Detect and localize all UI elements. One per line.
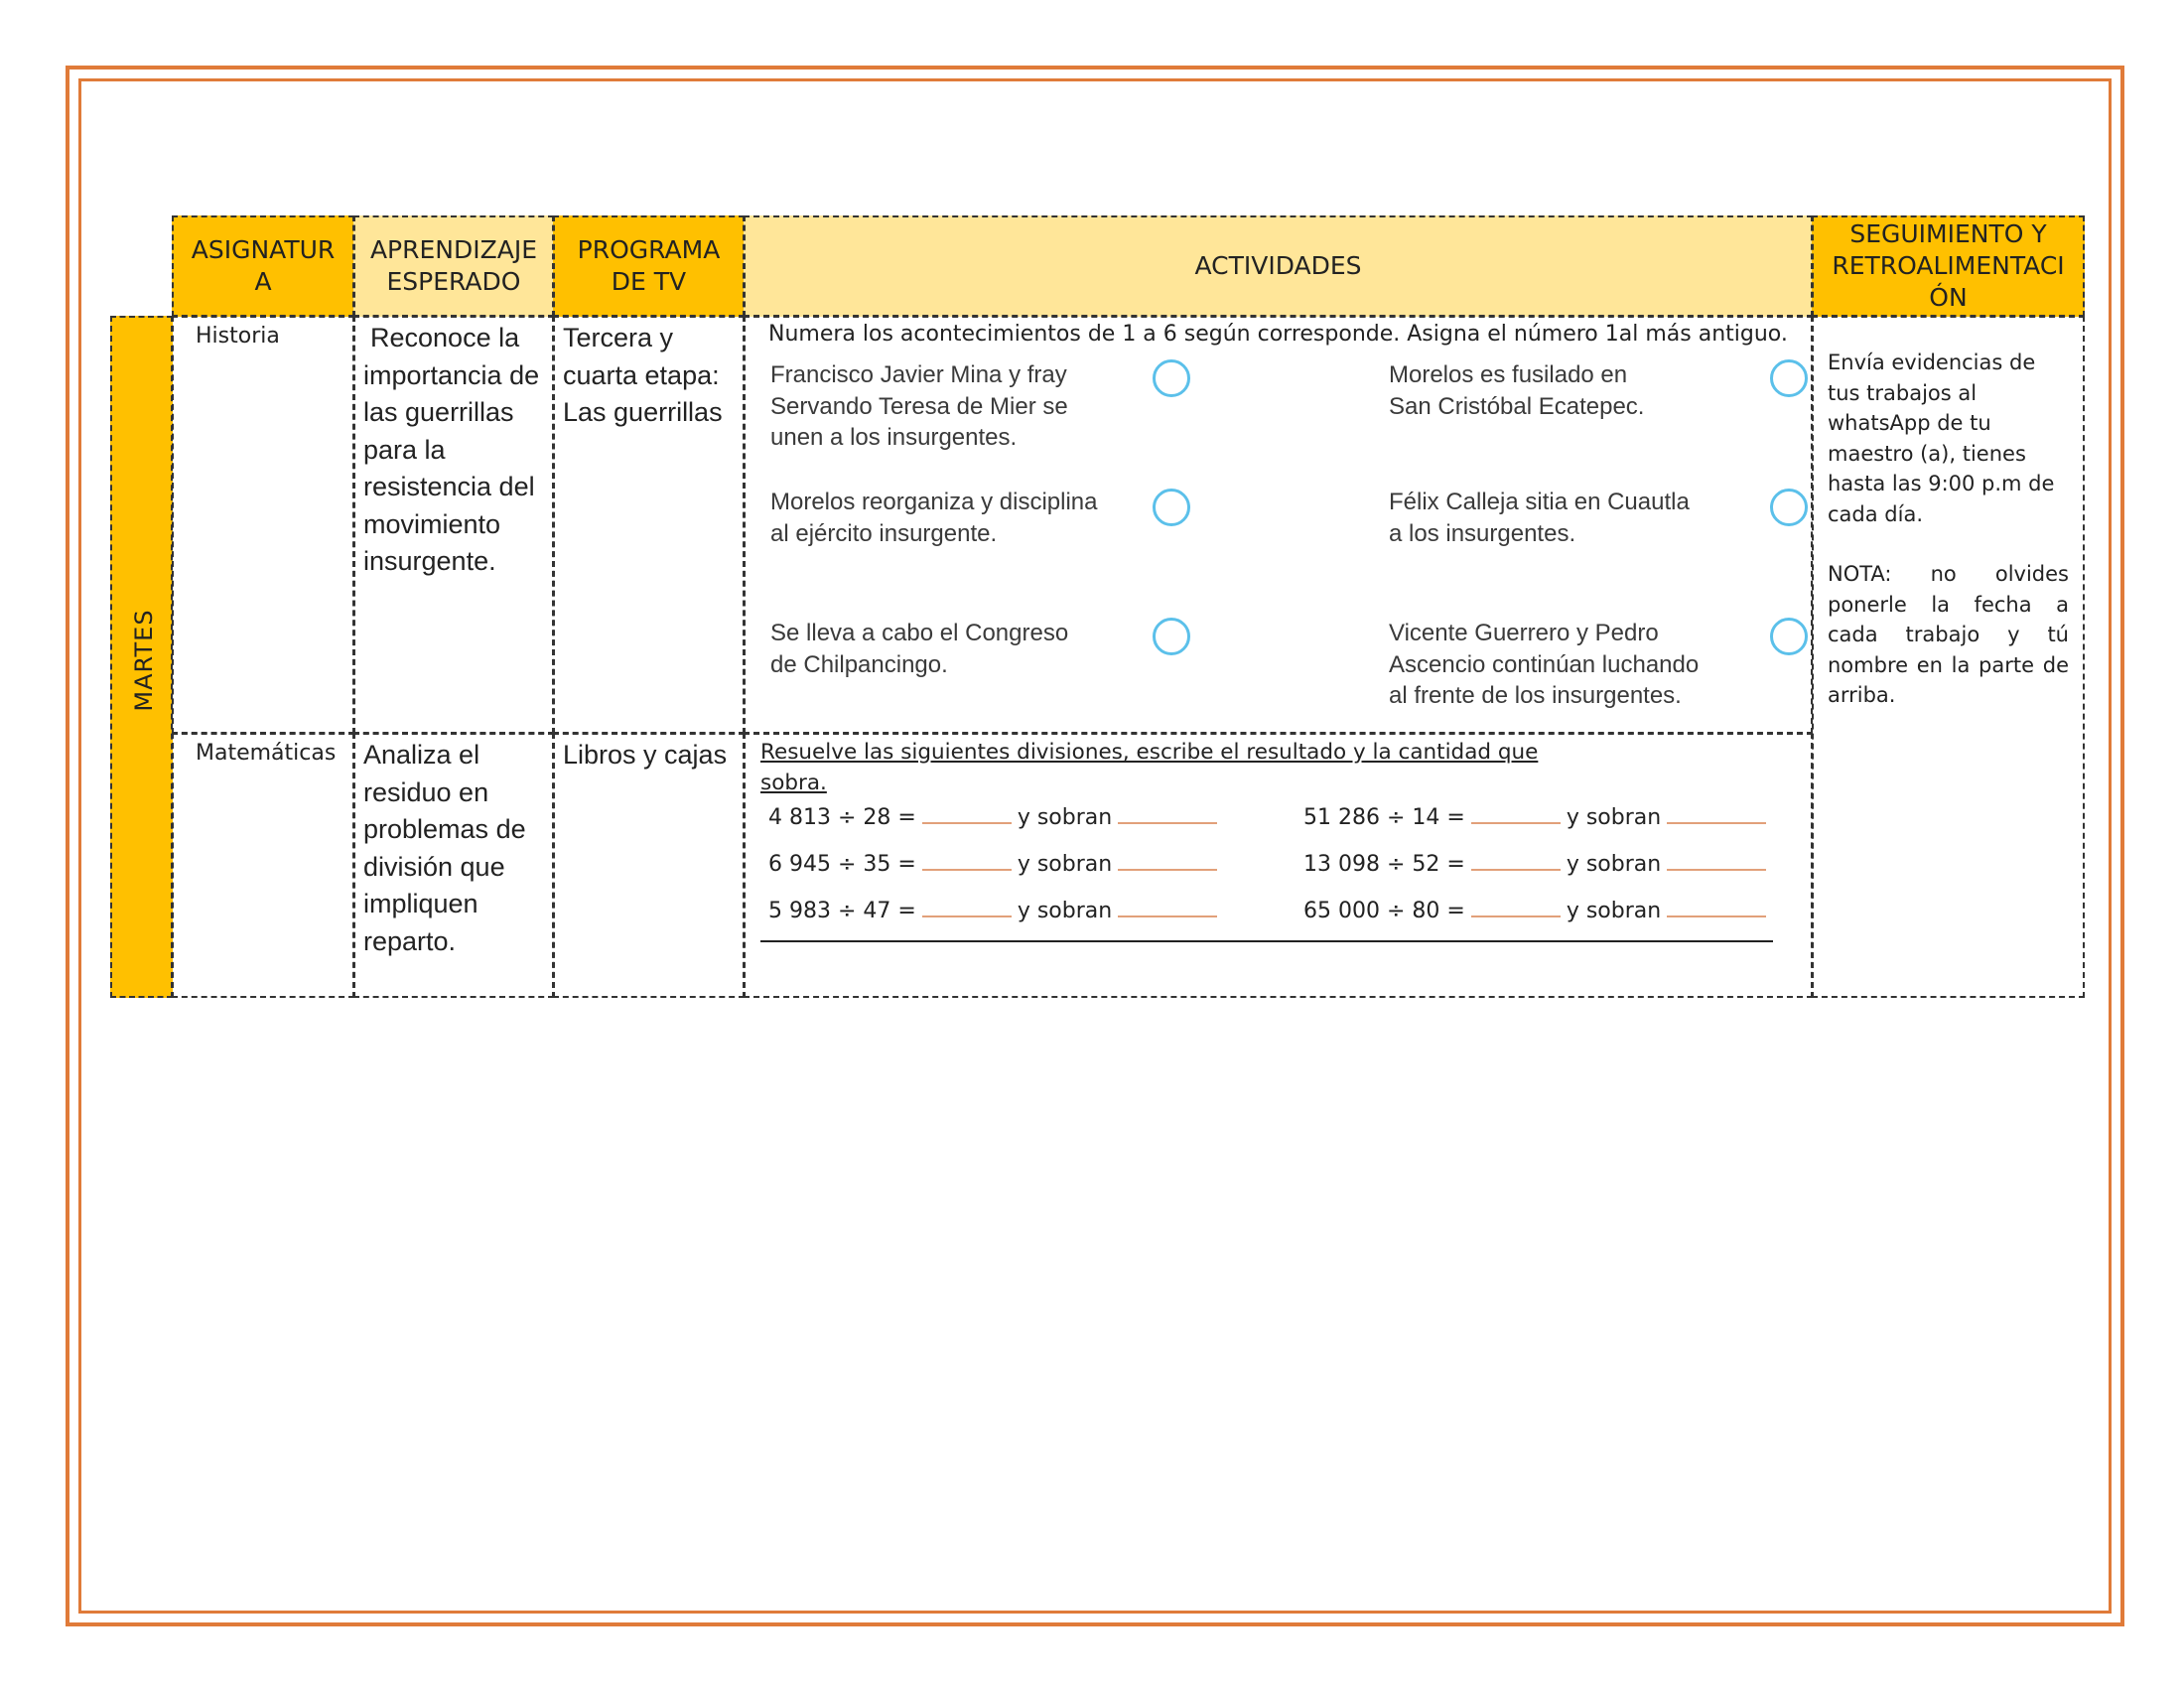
programa-historia: Tercera y cuarta etapa: Las guerrillas bbox=[553, 316, 745, 734]
division-row bbox=[1303, 851, 1766, 877]
aprendizaje-matematicas: Analiza el residuo en problemas de división que impliquen reparto. bbox=[353, 733, 554, 998]
answer-circle[interactable] bbox=[1153, 359, 1190, 397]
day-label: MARTES bbox=[130, 609, 158, 712]
remainder-blank[interactable] bbox=[1667, 851, 1766, 871]
feedback-cell bbox=[1812, 316, 2085, 998]
answer-blank[interactable] bbox=[1471, 851, 1561, 871]
sobran-label: y sobran bbox=[1566, 852, 1662, 877]
sobran-label: y sobran bbox=[1017, 899, 1113, 923]
historia-instruction: Numera los acontecimientos de 1 a 6 según corresponde. Asigna el número 1al más antiguo. bbox=[768, 322, 1788, 347]
answer-blank[interactable] bbox=[1471, 804, 1561, 824]
actividades-historia bbox=[744, 316, 1813, 734]
header-programa: PROGRAMA DE TV bbox=[553, 215, 745, 317]
remainder-blank[interactable] bbox=[1118, 898, 1217, 917]
subject-historia: Historia bbox=[172, 316, 354, 734]
answer-circle[interactable] bbox=[1770, 359, 1808, 397]
division-expression: 51 286 ÷ 14 = bbox=[1303, 805, 1465, 830]
answer-circle[interactable] bbox=[1770, 489, 1808, 526]
feedback-note: NOTA: no olvides ponerle la fecha a cada trabajo y tú nombre en la parte de arriba. bbox=[1828, 562, 2069, 707]
division-row bbox=[768, 898, 1217, 923]
remainder-blank[interactable] bbox=[1118, 804, 1217, 824]
header-actividades: ACTIVIDADES bbox=[744, 215, 1813, 317]
programa-matematicas: Libros y cajas bbox=[553, 733, 745, 998]
event-item: Francisco Javier Mina y fray Servando Teresa de Mier se unen a los insurgentes. bbox=[770, 361, 1068, 451]
answer-blank[interactable] bbox=[922, 804, 1012, 824]
event-item: Félix Calleja sitia en Cuautla a los insurgentes. bbox=[1389, 489, 1690, 547]
answer-circle[interactable] bbox=[1153, 489, 1190, 526]
division-row bbox=[768, 851, 1217, 877]
event-item: Morelos reorganiza y disciplina al ejército insurgente. bbox=[770, 489, 1098, 547]
header-asignatura: ASIGNATUR A bbox=[172, 215, 354, 317]
header-aprendizaje: APRENDIZAJE ESPERADO bbox=[353, 215, 554, 317]
division-row bbox=[768, 804, 1217, 830]
remainder-blank[interactable] bbox=[1667, 898, 1766, 917]
answer-blank[interactable] bbox=[1471, 898, 1561, 917]
event-item: Morelos es fusilado en San Cristóbal Ecatepec. bbox=[1389, 361, 1645, 420]
answer-blank[interactable] bbox=[922, 851, 1012, 871]
division-expression: 13 098 ÷ 52 = bbox=[1303, 852, 1465, 877]
header-seguimiento: SEGUIMIENTO Y RETROALIMENTACI ÓN bbox=[1812, 215, 2085, 317]
actividades-matematicas bbox=[744, 733, 1813, 998]
remainder-blank[interactable] bbox=[1118, 851, 1217, 871]
subject-matematicas: Matemáticas bbox=[172, 733, 354, 998]
division-row bbox=[1303, 898, 1766, 923]
divider-line bbox=[760, 940, 1773, 942]
sobran-label: y sobran bbox=[1017, 805, 1113, 830]
answer-circle[interactable] bbox=[1153, 618, 1190, 655]
sobran-label: y sobran bbox=[1566, 805, 1662, 830]
event-item: Vicente Guerrero y Pedro Ascencio continúan luchando al frente de los insurgentes. bbox=[1389, 620, 1700, 709]
matematicas-instruction: Resuelve las siguientes divisiones, escribe el resultado y la cantidad que sobra. bbox=[760, 740, 1539, 795]
division-row bbox=[1303, 804, 1766, 830]
remainder-blank[interactable] bbox=[1667, 804, 1766, 824]
feedback-text: Envía evidencias de tus trabajos al whatsApp de tu maestro (a), tienes hasta las 9:00 p.m de cada día. bbox=[1828, 351, 2055, 526]
division-expression: 4 813 ÷ 28 = bbox=[768, 805, 916, 830]
division-expression: 5 983 ÷ 47 = bbox=[768, 899, 916, 923]
sobran-label: y sobran bbox=[1017, 852, 1113, 877]
sobran-label: y sobran bbox=[1566, 899, 1662, 923]
division-expression: 65 000 ÷ 80 = bbox=[1303, 899, 1465, 923]
answer-blank[interactable] bbox=[922, 898, 1012, 917]
event-item: Se lleva a cabo el Congreso de Chilpancingo. bbox=[770, 620, 1069, 678]
aprendizaje-historia: Reconoce la importancia de las guerrillas para la resistencia del movimiento insurgente. bbox=[353, 316, 554, 734]
answer-circle[interactable] bbox=[1770, 618, 1808, 655]
division-expression: 6 945 ÷ 35 = bbox=[768, 852, 916, 877]
